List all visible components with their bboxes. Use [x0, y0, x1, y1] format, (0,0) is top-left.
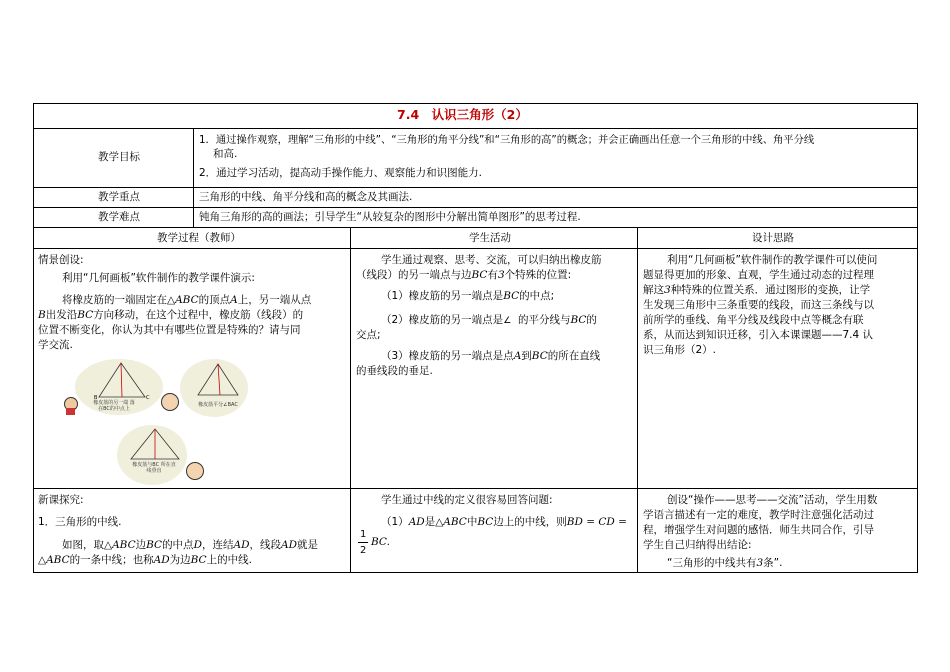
difficulties-text: 钝角三角形的高的画法；引导学生“从较复杂的图形中分解出简单图形”的思考过程. — [199, 211, 581, 223]
s1-teacher-p2: B出发沿BC方向移动，在这个过程中，橡皮筋（线段）的 — [38, 309, 304, 321]
s2-student-question: （1）AD是△ABC中BC边上的中线，则BD = CD = — [381, 516, 627, 528]
bubble2-caption: 橡皮筋平分∠BAC — [198, 402, 238, 408]
s2-design-l3: 程，增强学生对问题的感悟．师生共同合作，引导 — [643, 524, 874, 536]
s1-teacher-p3: 位置不断变化，你认为其中有哪些位置是特殊的？请与同 — [38, 324, 301, 336]
s2-design-l4: 学生自己归纳得出结论: — [643, 539, 752, 551]
objectives-item1-line2: 和高. — [213, 148, 238, 160]
objectives-item2: 2．通过学习活动，提高动手操作能力、观察能力和识图能力. — [199, 167, 483, 179]
bubble1-caption: 橡皮筋的另一端 落在BC的中点上 — [93, 400, 135, 412]
difficulties-label: 教学难点 — [98, 211, 140, 223]
s1-student-item1: （1）橡皮筋的另一端点是BC的中点; — [381, 290, 555, 302]
s1-design-l7: 识三角形（2）. — [643, 344, 717, 356]
border-objectives-bottom — [33, 187, 918, 188]
border-section1-bottom — [33, 488, 918, 489]
s2-design-l2: 学语言描述有一定的难度，教学时注意强化活动过 — [643, 509, 874, 521]
s1-student-l2: （线段）的另一端点与边BC有3个特殊的位置: — [356, 269, 572, 281]
border-top — [33, 103, 918, 104]
triangle-bisector-diagram — [180, 359, 250, 419]
s1-teacher-line1: 利用“几何画板”软件制作的教学课件演示: — [62, 272, 255, 284]
s1-teacher-heading: 情景创设: — [38, 254, 84, 266]
s1-teacher-p4: 学交流. — [38, 339, 73, 351]
border-col2 — [637, 227, 638, 573]
s2-design-l5: “三角形的中线共有3条”. — [667, 557, 783, 569]
objectives-item1-line1: 1．通过操作观察，理解“三角形的中线”、“三角形的角平分线”和“三角形的高”的概念；并会正确画出任意一个三角形的中线、角平分线 — [199, 134, 815, 146]
border-label-col — [193, 128, 194, 228]
border-bottom — [33, 572, 918, 573]
s1-student-item3: （3）橡皮筋的另一端点是点A到BC的所在直线 — [381, 350, 601, 362]
col-header-process: 教学过程（教师） — [157, 232, 241, 244]
s1-student-item3-cont: 的垂线段的垂足. — [356, 365, 433, 377]
s1-design-l3: 解这3种特殊的位置关系．通过图形的变换，让学 — [643, 284, 871, 296]
border-header-bottom — [33, 248, 918, 249]
keypoints-label: 教学重点 — [98, 191, 140, 203]
boy-avatar-icon — [161, 393, 179, 411]
s1-student-item2: （2）橡皮筋的另一端点是∠ 的平分线与BC的 — [381, 314, 597, 326]
s1-design-l1: 利用“几何画板”软件制作的教学课件可以使问 — [667, 254, 878, 266]
col-header-design: 设计思路 — [752, 232, 794, 244]
svg-text:C: C — [146, 395, 150, 401]
fraction-denominator: 2 — [360, 545, 367, 556]
fraction-tail: BC. — [371, 536, 390, 548]
svg-text:B: B — [94, 395, 98, 401]
triangle-altitude-diagram — [117, 425, 189, 485]
s1-teacher-p1: 将橡皮筋的一端固定在△ABC的顶点A上，另一端从点 — [62, 294, 312, 306]
s2-student-l1: 学生通过中线的定义很容易回答问题: — [381, 494, 553, 506]
objectives-label: 教学目标 — [98, 151, 140, 163]
s1-design-l2: 题显得更加的形象、直观，学生通过动态的过程理 — [643, 269, 874, 281]
s2-teacher-heading: 新课探究: — [38, 494, 84, 506]
border-right — [917, 103, 918, 573]
fraction-numerator: 1 — [360, 529, 367, 540]
s2-teacher-p1: 如图，取△ABC边BC的中点D，连结AD，线段AD就是 — [62, 539, 319, 551]
bubble3-caption: 橡皮筋与BC 所在直线垂直 — [132, 462, 176, 474]
border-title-bottom — [33, 128, 918, 129]
lesson-title: 7.4 认识三角形（2） — [397, 107, 528, 122]
col-header-student: 学生活动 — [469, 232, 511, 244]
s1-student-l1: 学生通过观察、思考、交流，可以归纳出橡皮筋 — [381, 254, 602, 266]
border-left — [33, 103, 34, 573]
student-avatar-body-icon — [66, 408, 75, 415]
s2-design-l1: 创设“操作——思考——交流”活动，学生用数 — [667, 494, 878, 506]
s1-design-l4: 生发现三角形中三条重要的线段，而这三条线与以 — [643, 299, 874, 311]
border-col1 — [350, 227, 351, 573]
s1-design-l5: 前所学的垂线、角平分线及线段中点等概念有联 — [643, 314, 864, 326]
border-difficulty-bottom — [33, 227, 918, 228]
s1-design-l6: 系，从而达到知识迁移，引入本课课题——7.4 认 — [643, 329, 874, 341]
girl-avatar-icon — [186, 462, 204, 480]
keypoints-text: 三角形的中线、角平分线和高的概念及其画法. — [199, 191, 413, 203]
border-keypoints-bottom — [33, 207, 918, 208]
s2-teacher-item1: 1．三角形的中线. — [38, 516, 122, 528]
s2-teacher-p2: △ABC的一条中线；也称AD为边BC上的中线. — [38, 554, 252, 566]
s1-student-item2-cont: 交点; — [356, 329, 381, 341]
